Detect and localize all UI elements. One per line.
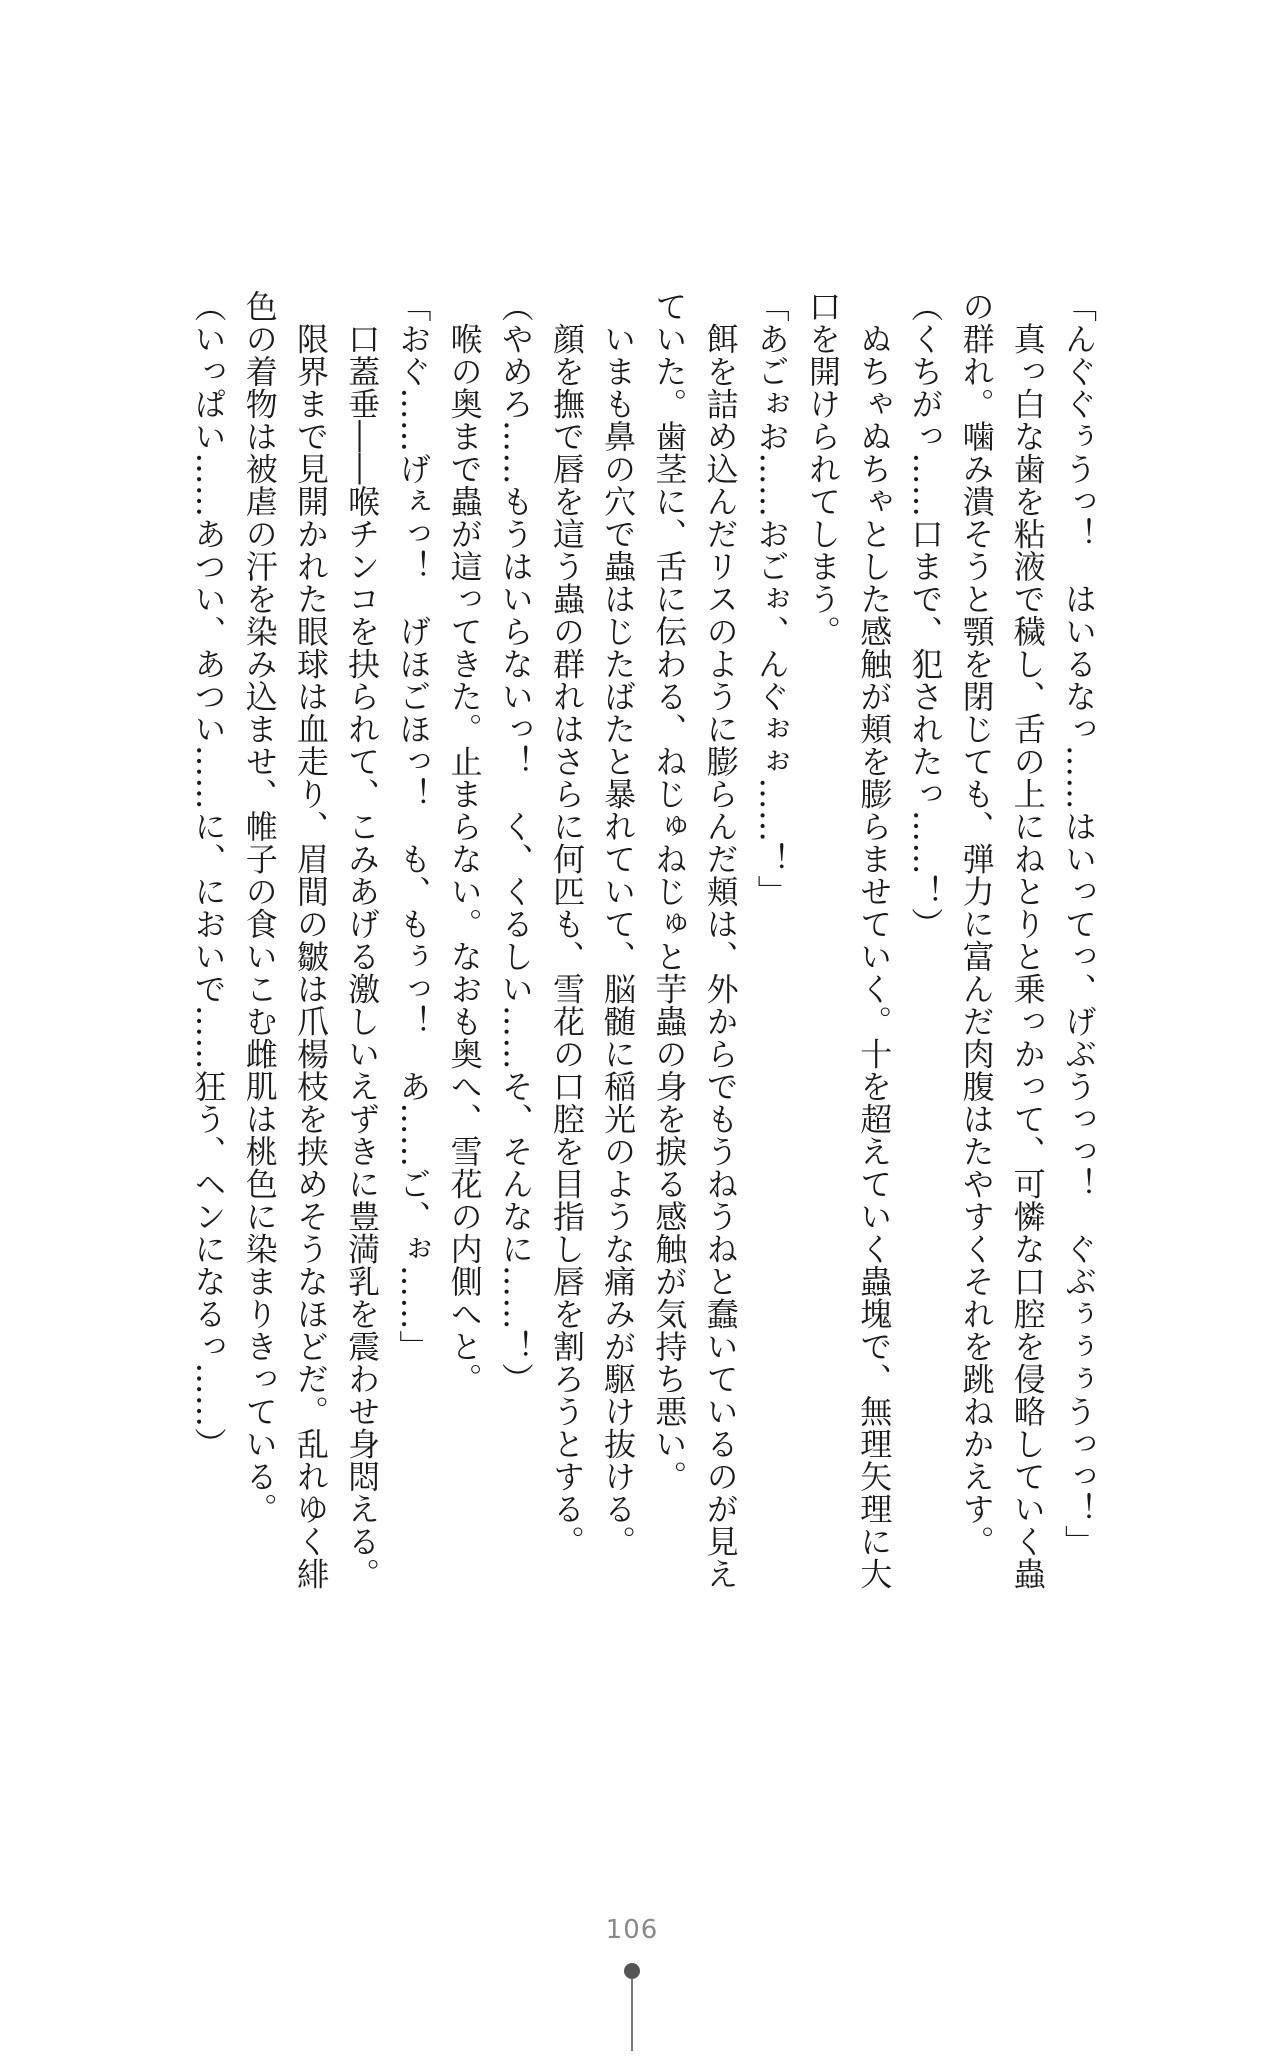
text-line: （くちがっ……口まで、犯されたっ……！） — [906, 290, 945, 940]
text-line: ぬちゃぬちゃとした感触が頬を膨らませていく。十を超えていく蟲塊で、無理矢理に大 — [855, 290, 894, 1590]
vertical-text-block — [182, 290, 1104, 1670]
text-line: 口蓋垂――喉チンコを抉られて、こみあげる激しいえずきに豊満乳を震わせ身悶える。 — [343, 290, 382, 1590]
text-line: 餌を詰め込んだリスのように膨らんだ頬は、外からでもうねうねと蠢いているのが見え — [701, 290, 740, 1590]
text-line: 口を開けられてしまう。 — [803, 290, 842, 648]
page-number: 106 — [605, 1915, 659, 1945]
text-line: 「あごぉお……おごぉ、んぐぉぉ……！」 — [752, 290, 791, 908]
text-line: 「おぐ……げぇっ！ げほごほっ！ も、もぅっ！ あ……ご、ぉ……」 — [394, 290, 433, 1363]
text-line: （やめろ……もうはいらないっ！ く、くるしい……そ、そんなに……！） — [496, 290, 535, 1395]
text-line: の群れ。噛み潰そうと顎を閉じても、弾力に富んだ肉腹はたやすくそれを跳ねかえす。 — [957, 290, 996, 1558]
text-line: いまも鼻の穴で蟲はじたばたと暴れていて、脳髄に稲光のような痛みが駆け抜ける。 — [599, 290, 638, 1558]
page-footer — [0, 1915, 1264, 2051]
text-line: ていた。歯茎に、舌に伝わる、ねじゅねじゅと芋蟲の身を捩る感触が気持ち悪い。 — [650, 290, 689, 1493]
page-marker-dot-icon — [624, 1963, 640, 1979]
text-line: 限界まで見開かれた眼球は血走り、眉間の皺は爪楊枝を挟めそうなほどだ。乱れゆく緋 — [291, 290, 330, 1590]
text-line: 「んぐぐぅうっ！ はいるなっ……はいってっ、げぶうっっ！ ぐぶぅぅぅうっっ！」 — [1060, 290, 1098, 1558]
text-line: 色の着物は被虐の汗を染み込ませ、帷子の食いこむ雌肌は桃色に染まりきっている。 — [240, 290, 279, 1525]
text-line: （いっぱい……あつい、あつい……に、においで……狂う、ヘンになるっ……） — [189, 290, 228, 1460]
text-line: 顔を撫で唇を這う蟲の群れはさらに何匹も、雪花の口腔を目指し唇を割ろうとする。 — [547, 290, 586, 1558]
text-line: 喉の奥まで蟲が這ってきた。止まらない。なおも奥へ、雪花の内側へと。 — [445, 290, 484, 1395]
page-marker-line — [631, 1979, 633, 2051]
text-line: 真っ白な歯を粘液で穢し、舌の上にねとりと乗っかって、可憐な口腔を侵略していく蟲 — [1008, 290, 1047, 1590]
